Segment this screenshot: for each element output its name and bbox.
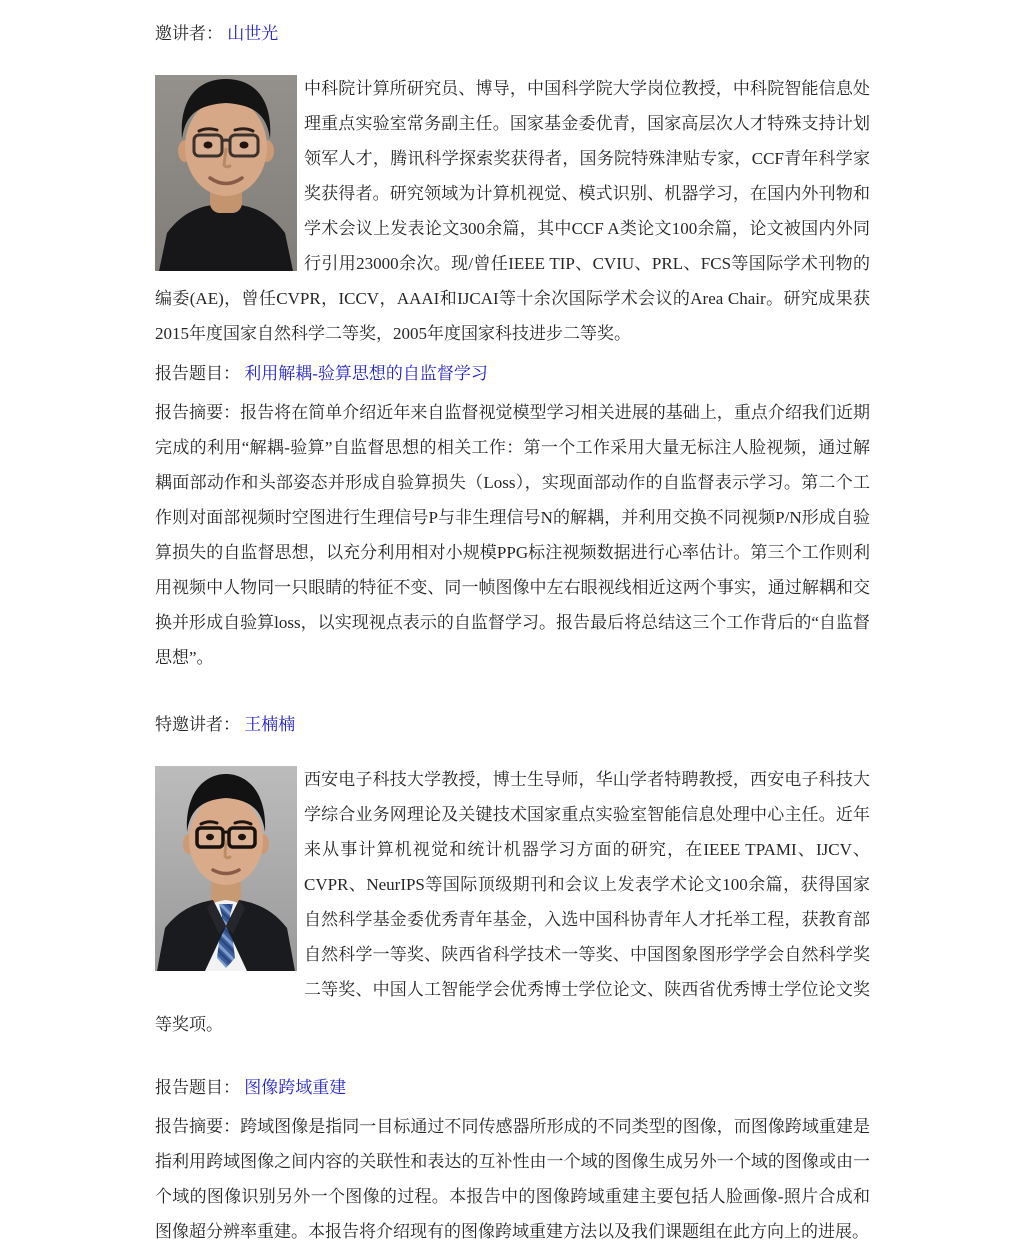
topic-label-2: 报告题目： xyxy=(155,1078,240,1097)
topic-line-1 xyxy=(155,356,870,391)
speaker-bio-block-2 xyxy=(155,762,870,1042)
abstract-text-2: 跨域图像是指同一目标通过不同传感器所形成的不同类型的图像，而图像跨域重建是指利用跨域图像之间内容的关联性和表达的互补性由一个域的图像生成另外一个域的图像或由一个域的图像识别另外一个图像的过程。本报告中的图像跨域重建主要包括人脸画像-照片合成和图像超分辨率重建。本报告将介绍现有的图像跨域重建方法以及我们课题组在此方向上的进展。 xyxy=(155,1117,871,1241)
speaker-heading-1 xyxy=(155,16,870,51)
topic-title-link-2[interactable]: 图像跨域重建 xyxy=(244,1078,347,1097)
speaker-name-link-2[interactable]: 王楠楠 xyxy=(244,715,296,734)
speaker-name-link-1[interactable]: 山世光 xyxy=(227,24,279,43)
speaker-label-1: 邀讲者： xyxy=(155,24,223,43)
abstract-label-2: 报告摘要： xyxy=(155,1117,241,1136)
speaker-photo-1 xyxy=(155,75,297,271)
portrait-wang-nannan-image xyxy=(155,766,297,971)
topic-title-link-1[interactable]: 利用解耦-验算思想的自监督学习 xyxy=(244,364,488,383)
speaker-bio-block-1 xyxy=(155,71,870,351)
portrait-shan-shiguang-image xyxy=(155,75,297,271)
abstract-label-1: 报告摘要： xyxy=(155,403,241,422)
speaker-photo-2 xyxy=(155,766,297,971)
topic-line-2 xyxy=(155,1070,870,1105)
speaker-heading-2 xyxy=(155,707,870,742)
abstract-1 xyxy=(155,395,870,675)
abstract-2 xyxy=(155,1109,870,1249)
topic-label-1: 报告题目： xyxy=(155,364,240,383)
speaker-label-2: 特邀讲者： xyxy=(155,715,240,734)
abstract-text-1: 报告将在简单介绍近年来自监督视觉模型学习相关进展的基础上，重点介绍我们近期完成的利用“解耦-验算”自监督思想的相关工作：第一个工作采用大量无标注人脸视频，通过解耦面部动作和头部姿态并形成自验算损失（Loss），实现面部动作的自监督表示学习。第二个工作则对面部视频时空图进行生理信号P与非生理信号N的解耦，并利用交换不同视频P/N形成自验算损失的自监督思想，以充分利用相对小规模PPG标注视频数据进行心率估计。第三个工作则利用视频中人物同一只眼睛的特征不变、同一帧图像中左右眼视线相近这两个事实，通过解耦和交换并形成自验算loss，以实现视点表示的自监督学习。报告最后将总结这三个工作背后的“自监督思想”。 xyxy=(155,403,871,667)
speaker-bio-1: 中科院计算所研究员、博导，中国科学院大学岗位教授，中科院智能信息处理重点实验室常务副主任。国家基金委优青，国家高层次人才特殊支持计划领军人才，腾讯科学探索奖获得者，国务院特殊津贴专家，CCF青年科学家奖获得者。研究领域为计算机视觉、模式识别、机器学习，在国内外刊物和学术会议上发表论文300余篇，其中CCF A类论文100余篇，论文被国内外同行引用23000余次。现/曾任IEEE TIP、CVIU、PRL、FCS等国际学术刊物的编委(AE)，曾任CVPR，ICCV，AAAI和IJCAI等十余次国际学术会议的Area Chair。研究成果获2015年度国家自然科学二等奖，2005年度国家科技进步二等奖。 xyxy=(155,79,870,343)
speaker-bio-2: 西安电子科技大学教授，博士生导师，华山学者特聘教授，西安电子科技大学综合业务网理论及关键技术国家重点实验室智能信息处理中心主任。近年来从事计算机视觉和统计机器学习方面的研究，在IEEE TPAMI、IJCV、CVPR、NeurIPS等国际顶级期刊和会议上发表学术论文100余篇，获得国家自然科学基金委优秀青年基金，入选中国科协青年人才托举工程，获教育部自然科学一等奖、陕西省科学技术一等奖、中国图象图形学学会自然科学奖二等奖、中国人工智能学会优秀博士学位论文、陕西省优秀博士学位论文奖等奖项。 xyxy=(155,770,870,1034)
